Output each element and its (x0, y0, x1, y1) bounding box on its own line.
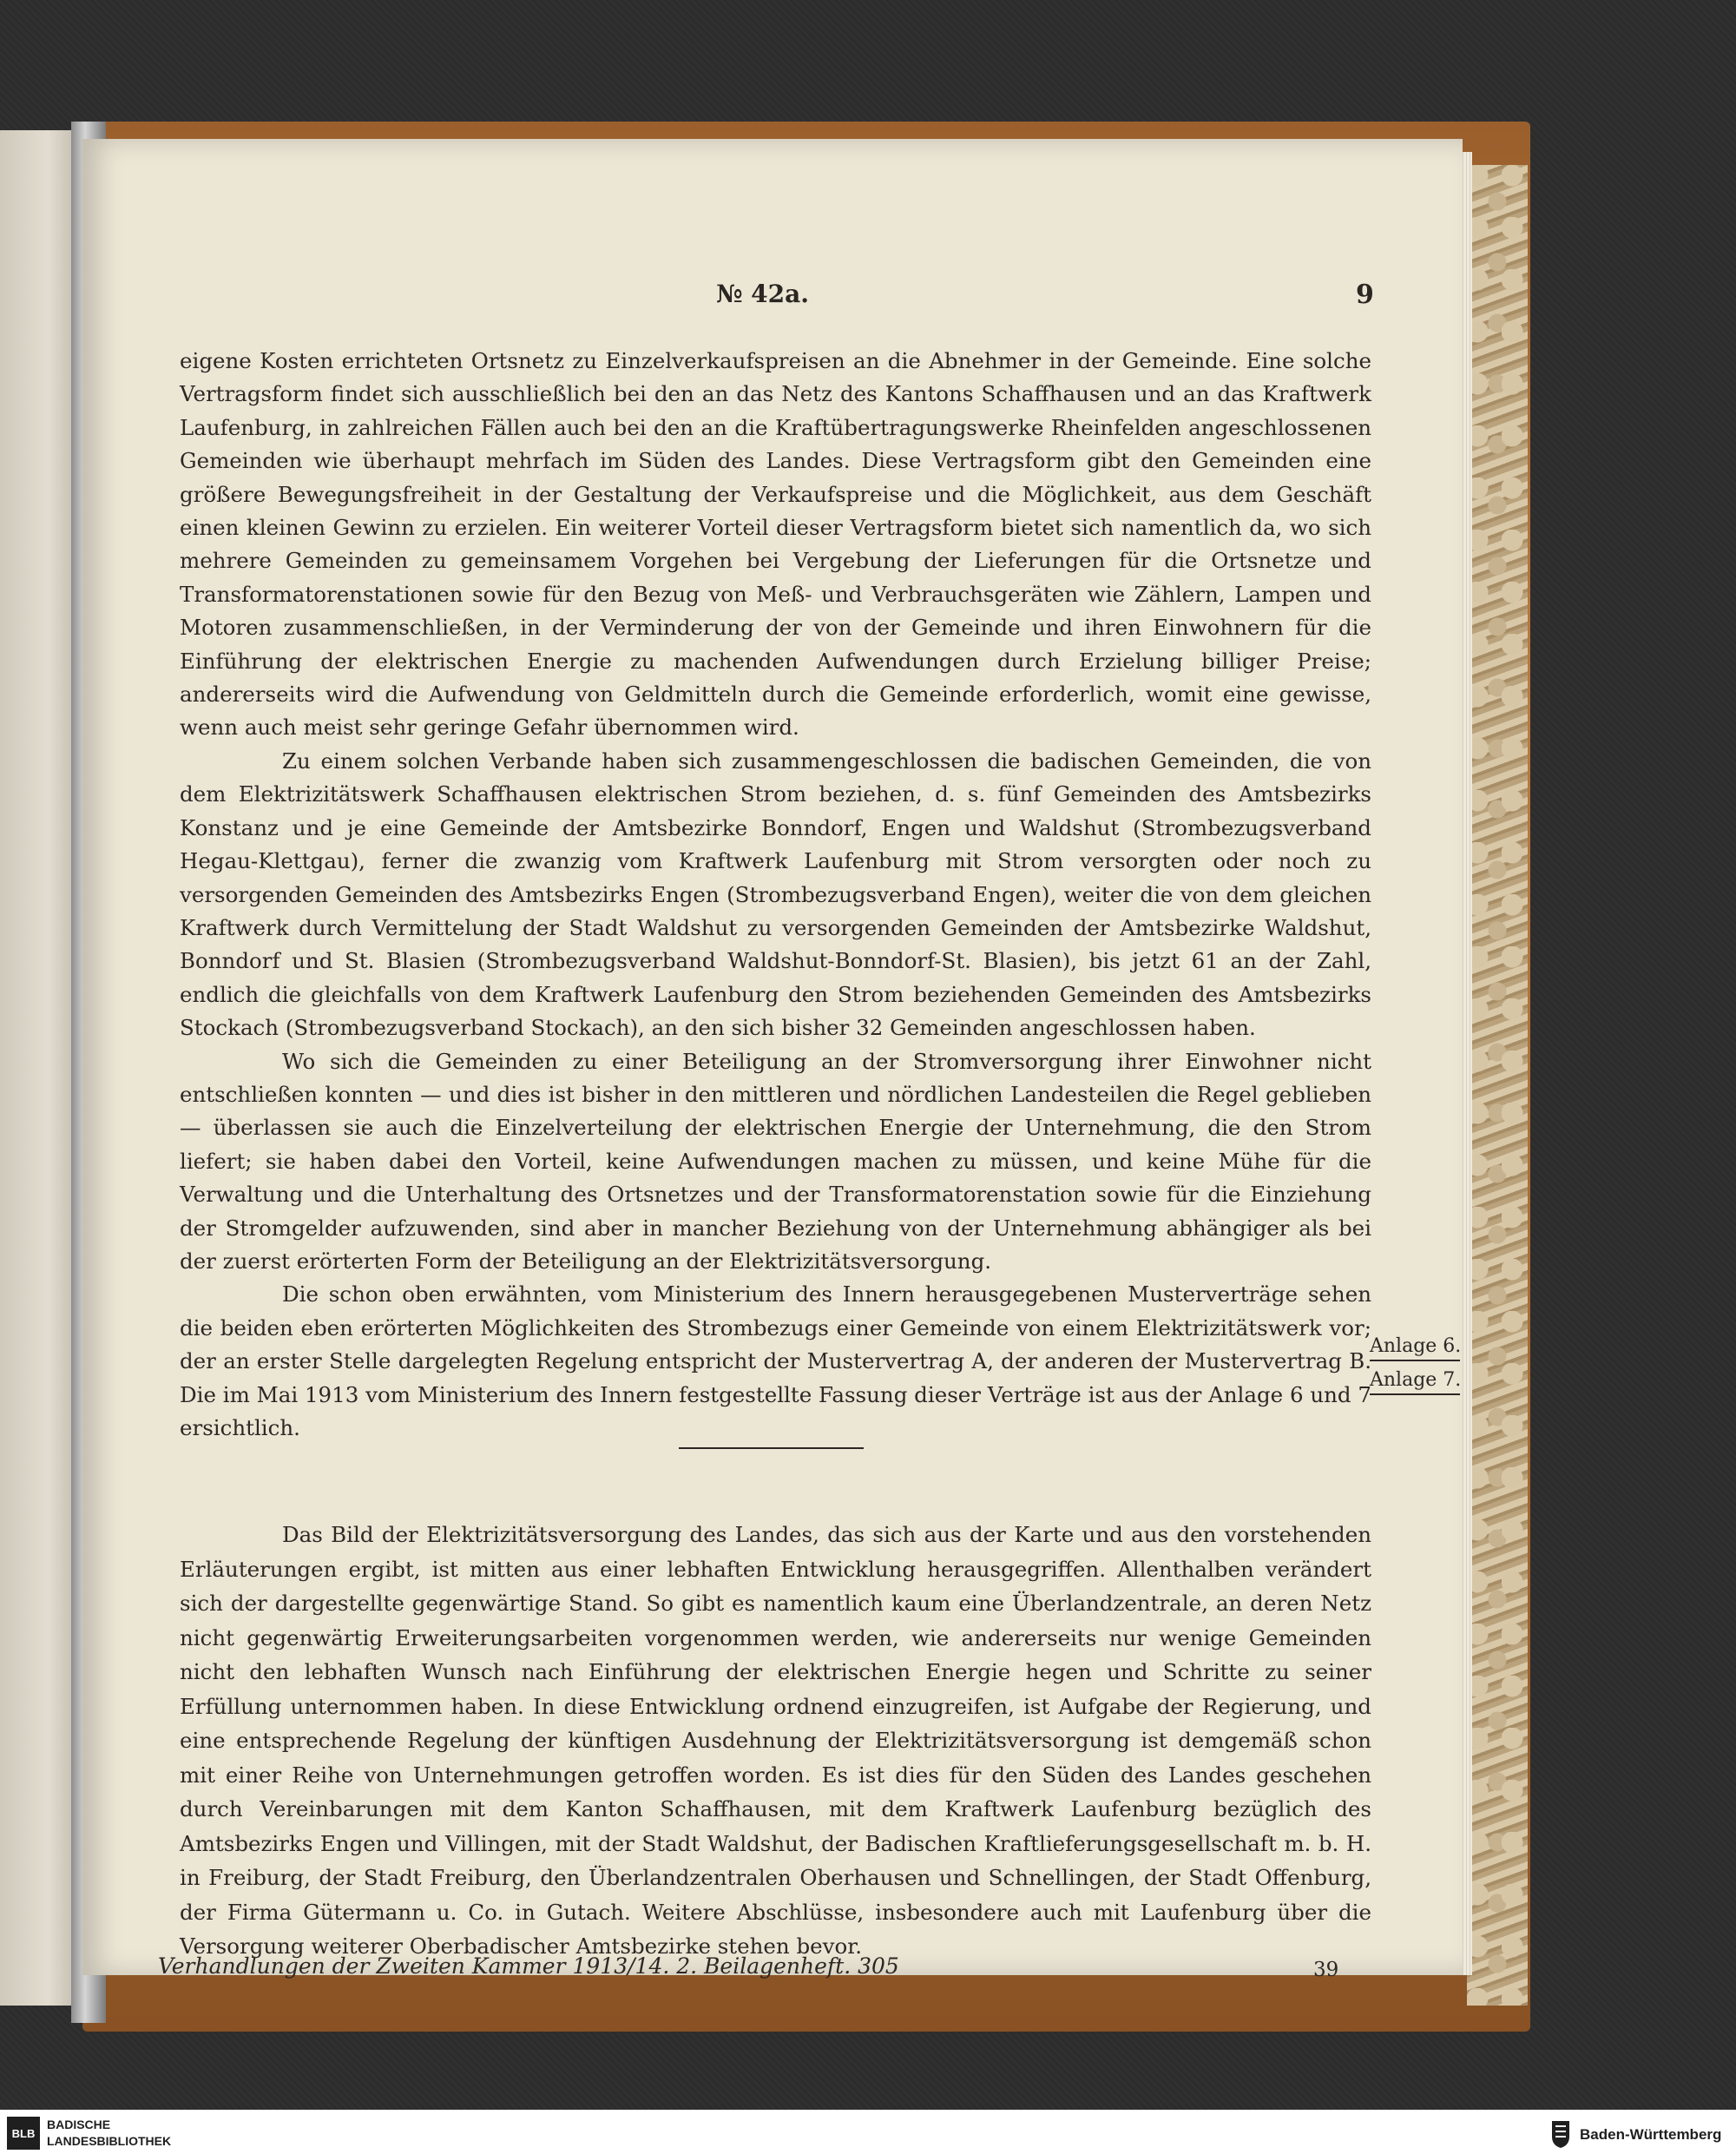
paragraph-3: Wo sich die Gemeinden zu einer Beteiligung an der Stromversorgung ihrer Einwohner nicht entschließen konnten — und dies ist bisher in den mittleren und nördlichen Landesteilen die Regel geblieben — überlassen sie auch die Einzelverteilung der elektrischen Energie der Unternehmung, die den Strom liefert; sie haben dabei den Vorteil, keine Aufwendungen machen zu müssen, und keine Mühe für die Verwaltung und die Unterhaltung des Ortsnetzes und der Transformatorenstation sowie für die Einziehung der Stromgelder aufzuwenden, sind aber in mancher Beziehung von der Unternehmung abhängiger als bei der zuerst erörterten Form der Beteiligung an der Elektrizitätsversorgung. (180, 1048, 1371, 1274)
section-divider (679, 1447, 864, 1449)
paragraph-1: eigene Kosten errichteten Ortsnetz zu Einzelverkaufspreisen an die Abnehmer in der Gemeinde. Eine solche Vertragsform findet sich ausschließlich bei den an das Netz des Kantons Schaffhausen und an das Kraftwerk Laufenburg, in zahlreichen Fällen auch bei den an die Kraftübertragungswerke Rheinfelden angeschlossenen Gemeinden wie überhaupt mehrfach im Süden des Landes. Diese Vertragsform gibt den Gemeinden eine größere Bewegungsfreiheit in der Gestaltung der Verkaufspreise und die Möglichkeit, aus dem Geschäft einen kleinen Gewinn zu erzielen. Ein weiterer Vorteil dieser Vertragsform bietet sich namentlich da, wo sich mehrere Gemeinden zu gemeinsamem Vorgehen bei Vergebung der Lieferungen für die Ortsnetze und Transformatorenstationen sowie für den Bezug von Meß- und Verbrauchsgeräten wie Zählern, Lampen und Motoren zusammenschließen, in der Verminderung der von der Gemeinde und ihren Einwohnern für die Einführung der elektrischen Energie zu machenden Aufwendungen durch Erzielung billiger Preise; andererseits wird die Aufwendung von Geldmitteln durch die Gemeinde erforderlich, womit eine gewisse, wenn auch meist sehr geringe Gefahr übernommen wird. (180, 348, 1371, 741)
paragraph-2: Zu einem solchen Verbande haben sich zusammengeschlossen die badischen Gemeinden, die von dem Elektrizitätswerk Schaffhausen elektrischen Strom beziehen, d. s. fünf Gemeinden des Amtsbezirks Konstanz und je eine Gemeinde der Amtsbezirke Bonndorf, Engen und Waldshut (Strombezugsverband Hegau-Klettgau), ferner die zwanzig vom Kraftwerk Laufenburg mit Strom versorgten oder noch zu versorgenden Gemeinden des Amtsbezirks Engen (Strombezugsverband Engen), weiter die von dem gleichen Kraftwerk durch Vermittelung der Stadt Waldshut zu versorgenden Gemeinden der Amtsbezirke Waldshut, Bonndorf und St. Blasien (Strombezugsverband Waldshut-Bonndorf-St. Blasien), bis jetzt 61 an der Zahl, endlich die gleichfalls von dem Kraftwerk Laufenburg den Strom beziehenden Gemeinden des Amtsbezirks Stockach (Strombezugsverband Stockach), an den sich bisher 32 Gemeinden angeschlossen haben. (180, 748, 1371, 1041)
margin-note-anlage-7: Anlage 7. (1370, 1367, 1460, 1395)
margin-note-anlage-6: Anlage 6. (1370, 1334, 1460, 1361)
paragraph-4: Die schon oben erwähnten, vom Ministerium des Innern herausgegebenen Musterverträge sehen die beiden eben erörterten Möglichkeiten des Strombezugs einer Gemeinde von einem Elektrizitätswerk vor; der an erster Stelle dargelegten Regelung entspricht der Mustervertrag A, der anderen der Mustervertrag B. Die im Mai 1913 vom Ministerium des Innern festgestellte Fassung dieser Verträge ist aus der Anlage 6 und 7 ersichtlich. (180, 1281, 1371, 1440)
state-label: Baden-Württemberg (1580, 2126, 1722, 2143)
closing-paragraph: Das Bild der Elektrizitätsversorgung des Landes, das sich aus der Karte und aus den vorstehenden Erläuterungen ergibt, ist mitten aus einer lebhaften Entwicklung herausgegriffen. Allenthalben verändert sich der dargestellte gegenwärtige Stand. So gibt es namentlich kaum eine Überlandzentrale, an deren Netz nicht gegenwärtig Erweiterungsarbeiten vorgenommen werden, wie andererseits nur wenige Gemeinden nicht den lebhaften Wunsch nach Einführung der elektrischen Energie hegen und Schritte zu seiner Erfüllung unternommen haben. In diese Entwicklung ordnend einzugreifen, ist Aufgabe der Regierung, und eine entsprechende Regelung der künftigen Ausdehnung der Elektrizitätsversorgung ist demgemäß schon mit einer Reihe von Unternehmungen getroffen worden. Es ist dies für den Süden des Landes geschehen durch Vereinbarungen mit dem Kanton Schaffhausen, mit dem Kraftwerk Laufenburg bezüglich des Amtsbezirks Engen und Villingen, mit der Stadt Waldshut, der Badischen Kraftlieferungsgesellschaft m. b. H. in Freiburg, der Stadt Freiburg, den Überlandzentralen Oberhausen und Schnellingen, der Stadt Offenburg, der Firma Gütermann u. Co. in Gutach. Weitere Abschlüsse, insbesondere auch mit Laufenburg über die Versorgung weiterer Oberbadischer Amtsbezirke stehen bevor. (180, 1522, 1371, 1959)
blb-name-line-2: LANDESBIBLIOTHEK (47, 2134, 172, 2148)
document-number: № 42a. (716, 280, 810, 308)
blb-name (47, 2117, 171, 2150)
body-text (180, 345, 1371, 1445)
blb-name-line-1: BADISCHE (47, 2118, 111, 2131)
footer-sheet-number: 39 (1313, 1959, 1339, 1981)
blb-logo-icon: BLB (7, 2117, 40, 2150)
library-branding-bar (0, 2110, 1736, 2154)
marbled-board (1467, 165, 1528, 2006)
state-coat-of-arms-icon (1550, 2119, 1571, 2149)
footer-signature: Verhandlungen der Zweiten Kammer 1913/14. 2. Beilagenheft. 305 (158, 1953, 899, 1979)
page-number: 9 (1356, 280, 1374, 310)
